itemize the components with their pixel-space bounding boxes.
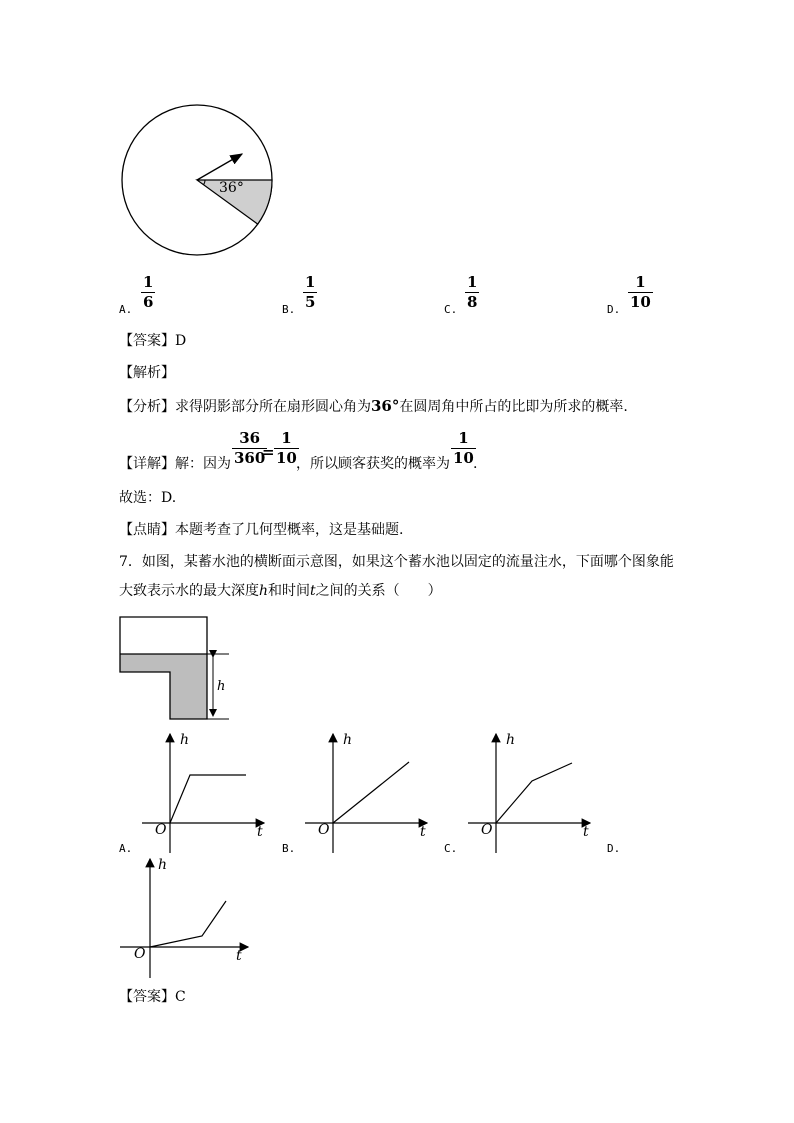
xiangjie-before: 【详解】解：因为 [119,456,231,472]
q6-jiexi-heading: 【解析】 [119,365,175,381]
xiangjie-after: . [473,456,478,472]
graph-d-y-label: h [158,857,168,873]
graph-c-origin: O [481,822,493,838]
fenxi-after: 在圆周角中所占的比即为所求的概率. [399,399,628,415]
graph-c-letter: C. [444,842,458,855]
graph-a-y-label: h [180,732,190,748]
tank-height-label: h [217,679,226,694]
fenxi-angle: 36° [371,397,400,415]
numerator: 36 [239,429,261,447]
angle-label: 36° [219,180,244,196]
q7-var-t: t [310,583,316,599]
numerator: 1 [281,429,292,447]
numerator: 1 [305,273,316,291]
denominator: 10 [453,449,474,467]
option-letter: A. [119,303,133,316]
graph-d-origin: O [134,946,146,962]
graph-d-letter: D. [607,842,621,855]
fenxi-before: 【分析】求得阴影部分所在扇形圆心角为 [119,399,371,415]
graph-a-letter: A. [119,842,133,855]
graph-c-y-label: h [506,732,516,748]
q7-answer: 【答案】C [119,989,186,1005]
q7-text-c: 之间的关系（ ） [315,583,442,599]
denominator: 5 [305,293,316,311]
xiangjie-middle: ，所以顾客获奖的概率为 [296,456,450,472]
numerator: 1 [458,429,469,447]
equals-sign: = [262,443,275,461]
numerator: 1 [467,273,478,291]
graph-curve [150,901,226,947]
numerator: 1 [143,273,154,291]
q6-dianjing: 【点睛】本题考查了几何型概率，这是基础题. [119,522,404,538]
q7-text-b: 和时间 [268,583,311,599]
graph-a-origin: O [155,822,167,838]
graph-a-x-label: t [257,824,263,840]
option-letter: D. [607,303,621,316]
graph-b-origin: O [318,822,330,838]
q7-line-1: 7．如图，某蓄水池的横断面示意图，如果这个蓄水池以固定的流量注水，下面哪个图象能 [119,554,674,570]
q6-guxuan: 故选：D. [119,490,177,506]
option-letter: C. [444,303,458,316]
graph-c-x-label: t [583,824,589,840]
q7-text-a: 大致表示水的最大深度 [119,583,259,599]
option-letter: B. [282,303,296,316]
graph-b-letter: B. [282,842,296,855]
denominator: 360 [234,449,266,467]
numerator: 1 [635,273,646,291]
denominator: 10 [630,293,651,311]
q7-var-h: h [259,583,269,599]
denominator: 8 [467,293,478,311]
graph-d-x-label: t [236,948,242,964]
graph-b-x-label: t [420,824,426,840]
denominator: 6 [143,293,154,311]
denominator: 10 [276,449,297,467]
graph-b-y-label: h [343,732,353,748]
q6-answer: 【答案】D [119,333,187,349]
